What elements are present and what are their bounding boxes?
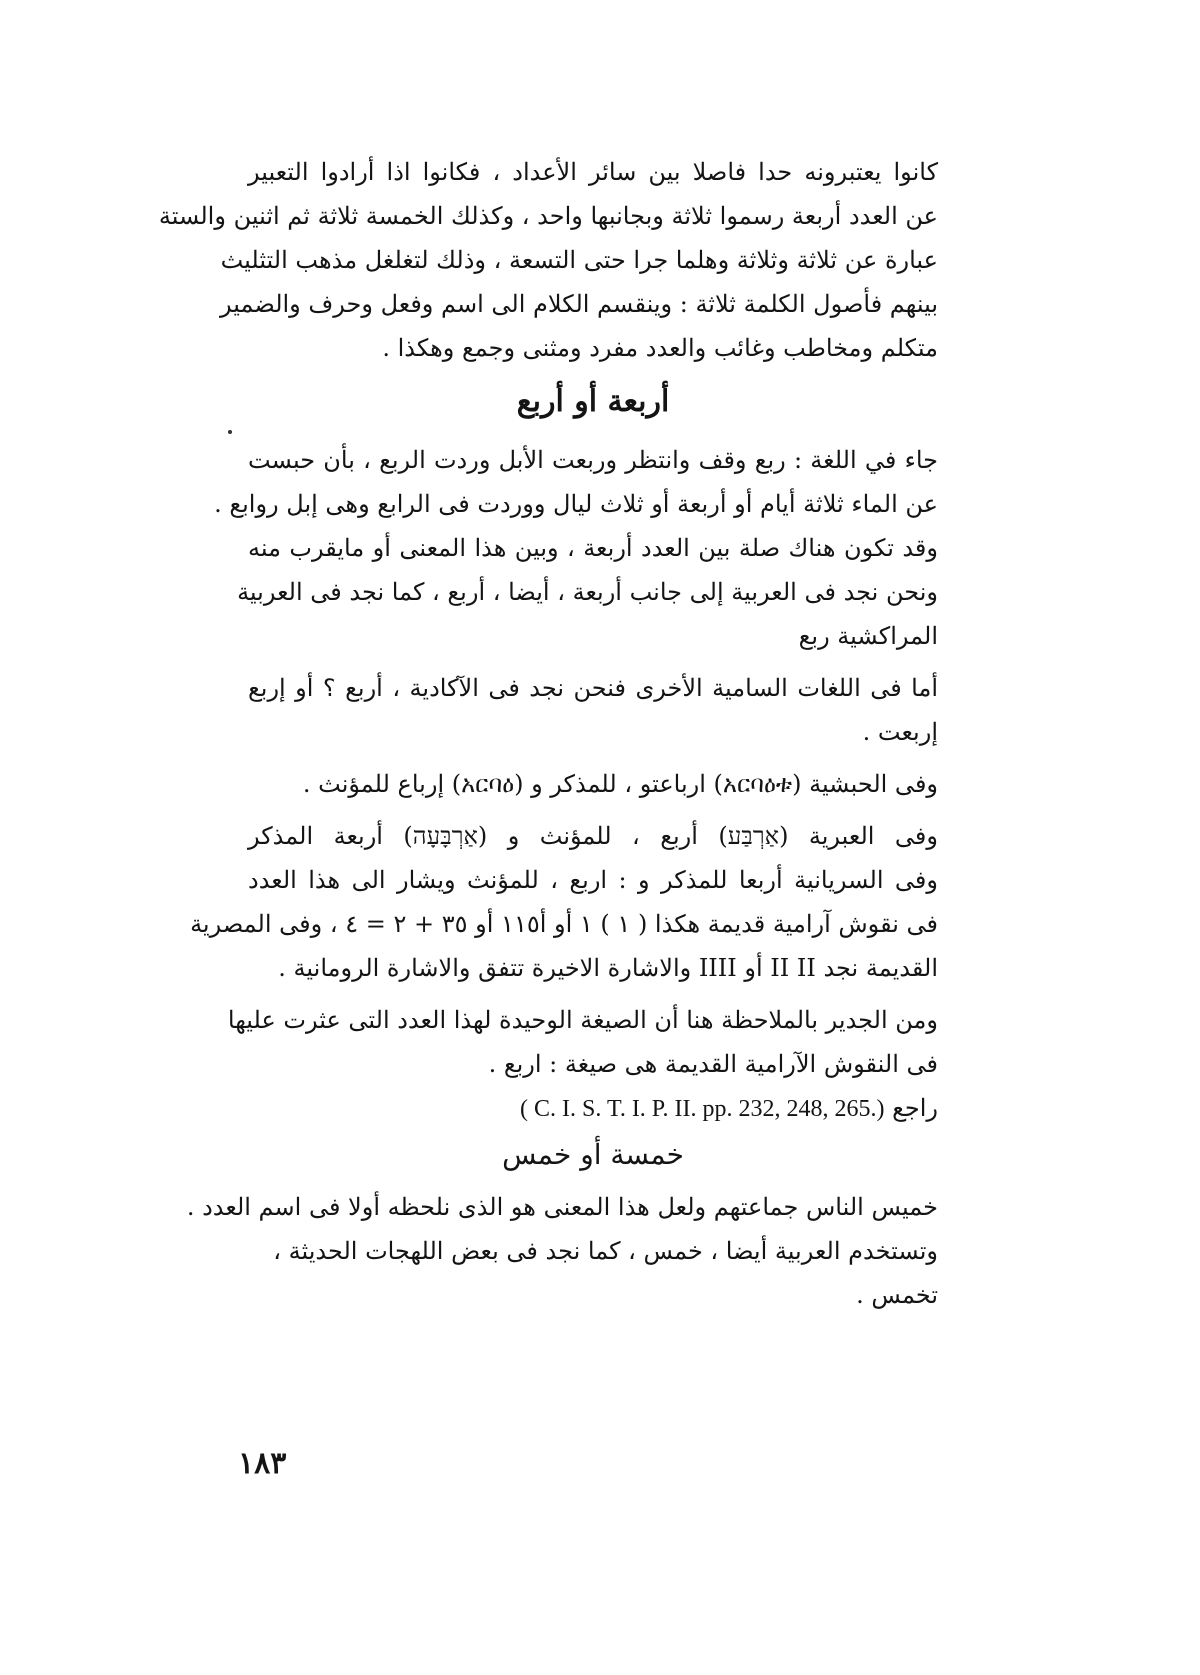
section-heading-four: أربعة أو أربع bbox=[516, 384, 670, 419]
semitic-line-2: إربعت . bbox=[862, 718, 938, 746]
ibri-line-4: القديمة نجد II II أو IIII والاشارة الاخيرة تتفق والاشارة الرومانية . bbox=[278, 954, 938, 982]
lugha-line-1: جاء في اللغة : ربع وقف وانتظر وربعت الأبل وردت الربع ، بأن حبست bbox=[248, 446, 938, 474]
sila-line-2: ونحن نجد فى العربية إلى جانب أربعة ، أيضا ، أربع ، كما نجد فى العربية bbox=[237, 578, 938, 606]
section-heading-five: خمسة أو خمس bbox=[502, 1138, 684, 1171]
semitic-line-1: أما فى اللغات السامية الأخرى فنحن نجد فى الآكادية ، أربع ؟ أو إربع bbox=[248, 674, 938, 702]
text-block bbox=[158, 150, 938, 1317]
intro-paragraph bbox=[158, 150, 938, 370]
reference-citation: ( C. I. S. T. I. P. II. pp. 232, 248, 265.) bbox=[520, 1096, 885, 1122]
intro-line-1: كانوا يعتبرونه حدا فاصلا بين سائر الأعداد ، فكانوا اذا أرادوا التعبير bbox=[248, 158, 938, 186]
reference-line bbox=[248, 1086, 938, 1131]
ibri-line-1: وفى العبرية (אַרְבַּע) أربع ، للمؤنث و (אַרְבָּעָה) أربعة المذكر bbox=[248, 822, 938, 850]
khamis-line-1: خميس الناس جماعتهم ولعل هذا المعنى هو الذى نلحظه أولا فى اسم العدد . bbox=[186, 1193, 938, 1221]
intro-line-5: متكلم ومخاطب وغائب والعدد مفرد ومثنى وجمع وهكذا . bbox=[382, 334, 938, 362]
page-number: ١٨٣ bbox=[238, 1446, 287, 1481]
ibri-paragraph bbox=[190, 814, 938, 990]
stray-dot-mark bbox=[228, 430, 232, 434]
khamis-paragraph bbox=[186, 1185, 938, 1317]
jadir-line-2: فى النقوش الآرامية القديمة هى صيغة : اربع . bbox=[488, 1050, 938, 1078]
khamis-line-2: وتستخدم العربية أيضا ، خمس ، كما نجد فى بعض اللهجات الحديثة ، bbox=[273, 1237, 938, 1265]
jadir-paragraph bbox=[227, 998, 938, 1086]
intro-line-2: عن العدد أربعة رسموا ثلاثة وبجانبها واحد ، وكذلك الخمسة ثلاثة ثم اثنين والستة bbox=[158, 202, 938, 230]
ibri-line-3: فى نقوش آرامية قديمة هكذا ( ١ ) ١ أو أ١١٥ أو ٣٥ + ٢ = ٤ ، وفى المصرية bbox=[190, 910, 938, 938]
sila-paragraph bbox=[237, 526, 938, 658]
habash-line-1: وفى الحبشية (አርባዕቱ) ارباعتو ، للمذكر و (አርባዕ) إرباع للمؤنث . bbox=[302, 770, 938, 798]
semitic-paragraph bbox=[248, 666, 938, 754]
ibri-line-2: وفى السريانية أربعا للمذكر و : اربع ، للمؤنث ويشار الى هذا العدد bbox=[248, 866, 938, 894]
sila-line-1: وقد تكون هناك صلة بين العدد أربعة ، وبين هذا المعنى أو مايقرب منه bbox=[248, 534, 938, 562]
reference-prefix: راجع bbox=[892, 1094, 938, 1122]
intro-line-3: عبارة عن ثلاثة وثلاثة وهلما جرا حتى التسعة ، وذلك لتغلغل مذهب التثليث bbox=[220, 246, 938, 274]
sila-line-3: المراكشية ربع bbox=[798, 622, 938, 650]
khamis-line-3: تخمس . bbox=[856, 1281, 938, 1309]
intro-line-4: بينهم فأصول الكلمة ثلاثة : وينقسم الكلام الى اسم وفعل وحرف والضمير bbox=[220, 290, 938, 318]
lugha-paragraph bbox=[214, 438, 938, 526]
habash-paragraph bbox=[248, 762, 938, 806]
jadir-line-1: ومن الجدير بالملاحظة هنا أن الصيغة الوحيدة لهذا العدد التى عثرت عليها bbox=[227, 1006, 938, 1034]
lugha-line-2: عن الماء ثلاثة أيام أو أربعة أو ثلاث ليال ووردت فى الرابع وهى إبل روابع . bbox=[214, 490, 938, 518]
